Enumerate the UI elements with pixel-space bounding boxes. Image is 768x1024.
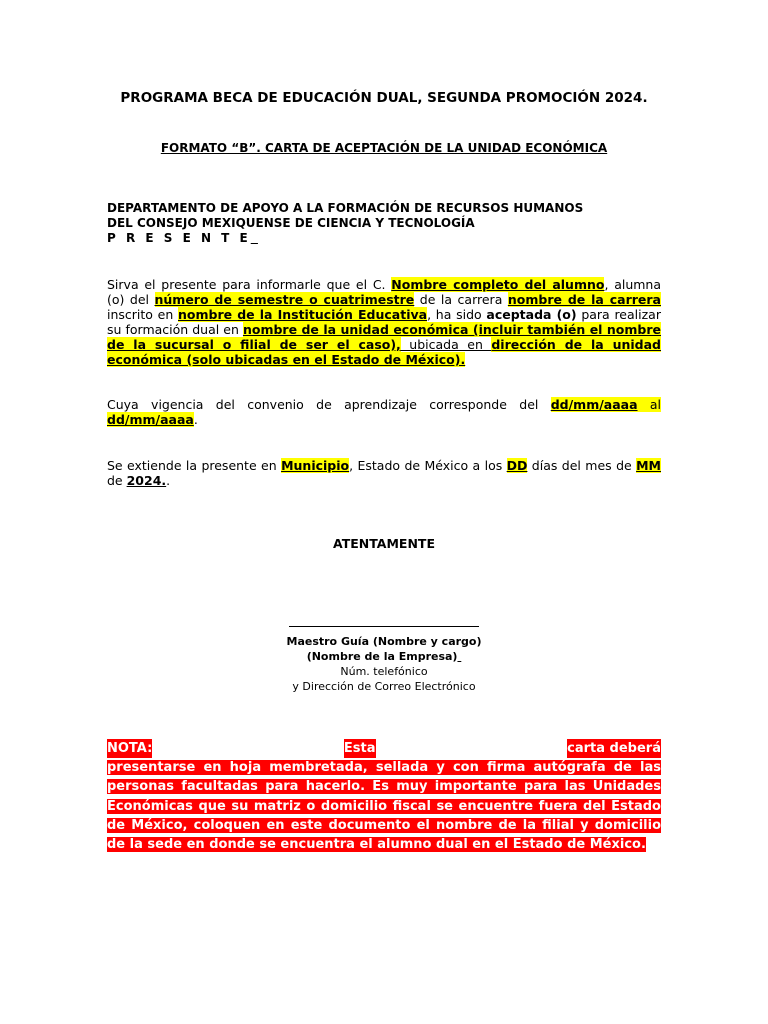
signature-name: Maestro Guía (Nombre y cargo) — [286, 635, 482, 648]
field-student-name: Nombre completo del alumno — [391, 277, 605, 292]
note-word-carta: carta deberá — [567, 739, 661, 758]
field-semester: número de semestre o cuatrimestre — [154, 292, 415, 307]
p3-text-2: , Estado de México a los — [349, 458, 507, 473]
paragraph-acceptance — [107, 277, 661, 367]
presente-text: P R E S E N T E — [107, 231, 251, 245]
field-year: 2024. — [126, 473, 167, 488]
signature-company: (Nombre de la Empresa) — [306, 650, 458, 663]
field-end-date: dd/mm/aaaa — [107, 412, 194, 427]
field-day: DD — [506, 458, 528, 473]
paragraph-issued — [107, 458, 661, 488]
signature-phone: Núm. telefónico — [340, 665, 428, 678]
p2-text-2: al — [637, 397, 661, 412]
field-start-date: dd/mm/aaaa — [550, 397, 638, 412]
p3-text-1: Se extiende la presente en — [107, 458, 282, 473]
document-title: PROGRAMA BECA DE EDUCACIÓN DUAL, SEGUNDA PROMOCIÓN 2024. — [120, 90, 648, 106]
paragraph-validity — [107, 397, 661, 427]
note-label: NOTA: — [107, 739, 152, 758]
addressee-block — [107, 201, 667, 246]
p1-text-5: , ha sido — [427, 307, 487, 322]
closing-text: ATENTAMENTE — [333, 536, 435, 551]
accepted-text: aceptada (o) — [486, 307, 577, 322]
note-block — [107, 739, 661, 854]
p1-text-4: inscrito en — [107, 307, 179, 322]
field-municipality: Municipio — [281, 458, 350, 473]
field-unit-address: dirección de la unidad económica (solo ubicadas en el Estado de México). — [107, 337, 661, 367]
document-subtitle: FORMATO “B”. CARTA DE ACEPTACIÓN DE LA UNIDAD ECONÓMICA — [160, 141, 608, 155]
addressee-line-1: DEPARTAMENTO DE APOYO A LA FORMACIÓN DE RECURSOS HUMANOS — [107, 201, 584, 215]
signature-email: y Dirección de Correo Electrónico — [292, 680, 476, 693]
p3-text-4: de — [107, 473, 127, 488]
p2-text-1: Cuya vigencia del convenio de aprendizaje corresponde del — [107, 397, 551, 412]
note-first-line — [107, 739, 661, 758]
field-economic-unit: nombre de la unidad económica (incluir también el nombre de la sucursal o filial de ser el caso), — [107, 322, 661, 352]
signature-company-row — [0, 649, 768, 664]
field-career: nombre de la carrera — [507, 292, 661, 307]
addressee-line-3 — [107, 231, 667, 246]
signature-company-underline — [457, 650, 461, 663]
presente-underline — [251, 231, 258, 245]
p3-text-3: días del mes de — [527, 458, 637, 473]
field-institution: nombre de la Institución Educativa — [178, 307, 428, 322]
p1-text-2: , alumna (o) del — [107, 277, 662, 307]
field-month: MM — [636, 458, 661, 473]
p1-text-1: Sirva el presente para informarle que el C. — [107, 277, 392, 292]
note-word-esta: Esta — [344, 739, 376, 758]
p1-text-6: para realizar su formación dual en — [107, 307, 661, 337]
note-body — [107, 758, 661, 854]
signature-line — [289, 626, 479, 627]
note-text: presentarse en hoja membretada, sellada y con firma autógrafa de las personas facultadas para hacerlo. Es muy importante para las Unidades Económicas que su matriz o domicilio fiscal se encuentre fuera del Estado de México, coloquen en este documento el nombre de la filial y domicilio de la sede en donde se encuentra el alumno dual en el Estado de México. — [107, 760, 661, 853]
signature-block — [0, 634, 768, 694]
p3-text-5: . — [166, 473, 171, 488]
p1-text-3: de la carrera — [414, 292, 508, 307]
p1-text-7: ubicada en — [400, 337, 492, 352]
p2-text-3: . — [193, 412, 198, 427]
addressee-line-2: DEL CONSEJO MEXIQUENSE DE CIENCIA Y TECNOLOGÍA — [107, 216, 475, 230]
